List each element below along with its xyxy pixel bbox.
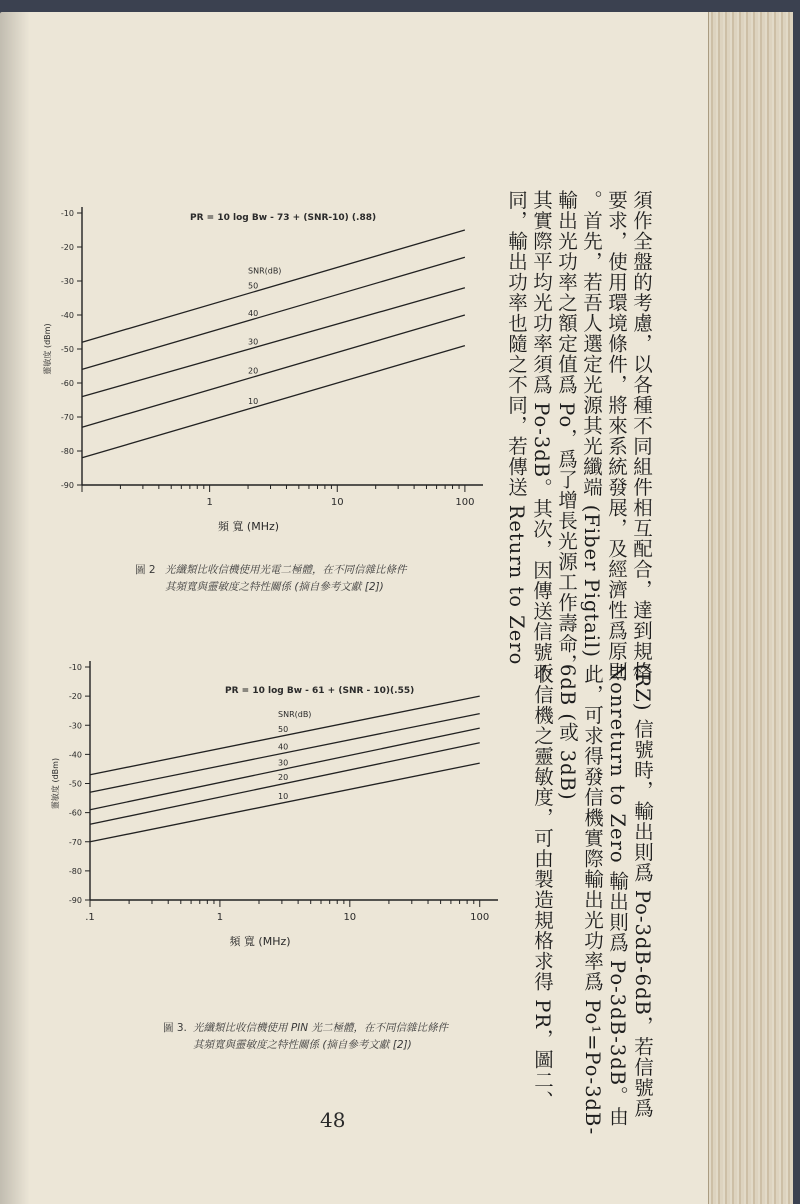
text-column: 輸出光功率之額定值爲 Po，爲了增長光源工作壽命， (555, 190, 578, 675)
caption-line: 其頻寬與靈敏度之特性關係 (摘自參考文獻 [2]) (193, 1039, 412, 1051)
caption-number: 圖 2 (135, 564, 156, 576)
caption-line: 其頻寬與靈敏度之特性關係 (摘自參考文獻 [2]) (165, 581, 384, 593)
y-tick-label: -20 (60, 243, 74, 252)
x-tick-label: 10 (343, 912, 357, 923)
series-label: 50 (278, 724, 289, 734)
chart-figure-3 (40, 655, 500, 1000)
y-tick-label: -20 (68, 692, 82, 702)
text-column: Nonreturn to Zero 輸出則爲 Po-3dB-3dB。由 (606, 664, 629, 1128)
text-column: 此，可求得發信機實際輸出光功率爲 Po¹=Po-3dB- (581, 664, 604, 1136)
y-tick-label: -10 (68, 663, 82, 672)
x-axis-label: 頻 寬 (MHz) (217, 520, 280, 533)
x-tick-label: 100 (470, 912, 490, 923)
body-text-bottom (530, 664, 655, 1136)
caption-figure-2 (135, 562, 407, 596)
x-axis-label: 頻 寬 (MHz) (229, 935, 291, 948)
page-number: 48 (320, 1108, 346, 1132)
series-label: 40 (248, 308, 259, 318)
y-tick-label: -60 (60, 379, 74, 388)
text-column: 須作全盤的考慮，以各種不同組件相互配合，達到規格 (630, 190, 653, 682)
caption-line: 光纖類比收信機使用 PIN 光二極體，在不同信雜比條件 (193, 1022, 448, 1034)
page-stack-edge (708, 12, 793, 1204)
y-tick-label: -30 (60, 277, 74, 286)
y-tick-label: -80 (68, 866, 82, 876)
series-line-snr-20 (90, 743, 480, 825)
series-label: 20 (248, 366, 259, 376)
series-label: 30 (278, 758, 289, 768)
y-tick-label: -60 (68, 808, 82, 818)
y-axis-label: 靈敏度 (dBm) (43, 323, 52, 375)
y-tick-label: -10 (60, 209, 74, 218)
text-column: 其實際平均光功率須爲 Po-3dB。其次，因傳送信號不 (530, 190, 553, 684)
series-label: 10 (278, 791, 289, 801)
y-tick-label: -80 (60, 447, 74, 456)
series-label: 50 (248, 281, 259, 291)
text-column: 。首先，若吾人選定光源其光纖端 (Fiber Pigtail) (580, 190, 603, 658)
text-column: 6dB (或 3dB) (556, 664, 579, 801)
caption-number: 圖 3. (163, 1022, 187, 1034)
legend-title: SNR(dB) (248, 266, 282, 276)
y-tick-label: -90 (68, 896, 82, 905)
text-column: 同，輸出功率也隨之不同，若傳送 Return to Zero (505, 190, 528, 666)
y-tick-label: -50 (68, 779, 82, 789)
spine-shadow (0, 12, 30, 1204)
y-tick-label: -70 (60, 413, 74, 422)
x-tick-label: .1 (85, 912, 95, 923)
series-label: 40 (278, 742, 289, 752)
y-tick-label: -40 (60, 311, 74, 320)
chart-figure-2 (40, 195, 490, 540)
y-tick-label: -90 (60, 481, 74, 490)
series-line-snr-30 (82, 288, 465, 397)
chart-formula-title: PR = 10 log Bw - 61 + (SNR - 10)(.55) (225, 686, 415, 696)
text-column: 要求，使用環境條件，將來系統發展，及經濟性爲原則 (605, 190, 628, 682)
y-tick-label: -50 (60, 345, 74, 354)
series-line-snr-10 (82, 346, 465, 458)
caption-line: 光纖類比收信機使用光電二極體，在不同信雜比條件 (165, 564, 407, 576)
x-tick-label: 1 (206, 497, 213, 508)
text-column: (RZ) 信號時，輸出則爲 Po-3dB-6dB，若信號爲 (631, 664, 654, 1119)
body-text-top (504, 190, 654, 684)
series-label: 30 (248, 337, 259, 347)
y-tick-label: -30 (68, 721, 82, 731)
x-tick-label: 1 (216, 912, 224, 923)
series-line-snr-50 (82, 230, 465, 342)
y-tick-label: -70 (68, 837, 82, 847)
caption-figure-3 (163, 1020, 448, 1054)
chart-formula-title: PR = 10 log Bw - 73 + (SNR-10) (.88) (190, 213, 377, 223)
legend-title: SNR(dB) (278, 709, 312, 719)
series-label: 10 (248, 397, 259, 407)
series-label: 20 (278, 772, 289, 782)
y-axis-label: 靈敏度 (dBm) (51, 757, 60, 810)
x-tick-label: 100 (455, 497, 475, 508)
x-tick-label: 10 (330, 497, 344, 508)
y-tick-label: -40 (68, 750, 82, 760)
text-column: 收信機之靈敏度，可由製造規格求得 PR，圖二、 (531, 664, 554, 1112)
series-line-snr-20 (82, 315, 465, 427)
